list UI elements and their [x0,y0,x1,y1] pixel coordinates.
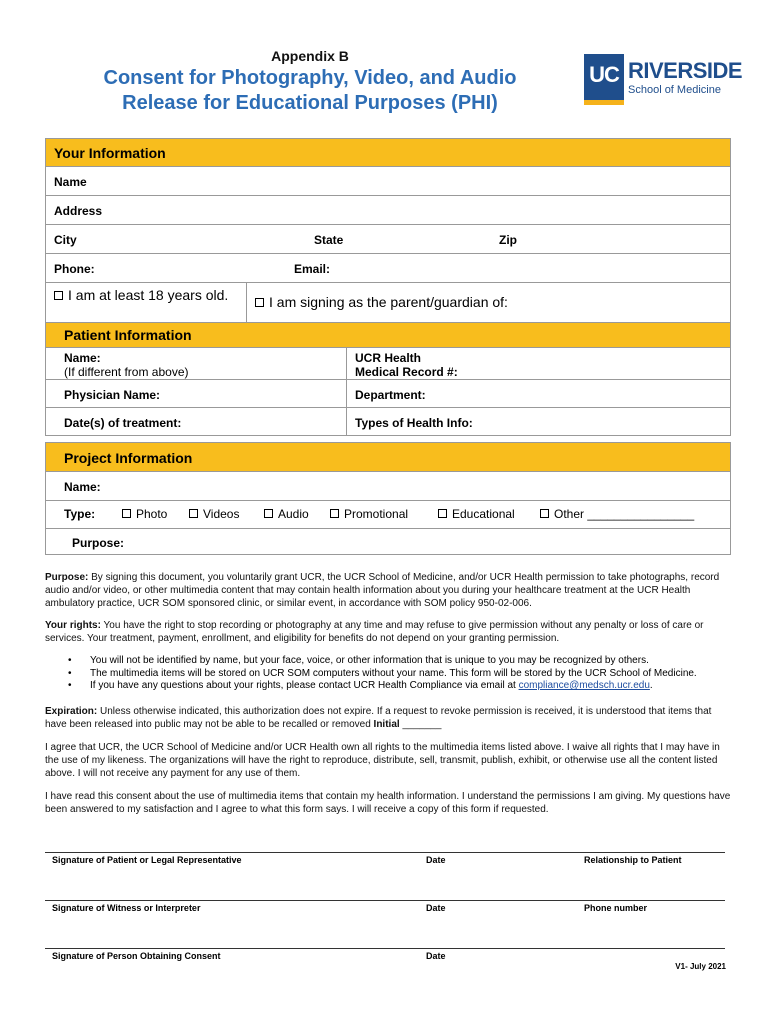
section-project-information: Project Information [45,442,731,472]
project-purpose-label: Purpose: [72,536,125,550]
address-row[interactable] [45,196,731,225]
type-option-videos[interactable] [181,501,247,528]
audio-label: Audio [278,507,309,521]
age-checkbox-label: I am at least 18 years old. [68,287,229,303]
mrn-field[interactable] [346,348,732,379]
city-field[interactable] [46,225,306,253]
list-item: • You will not be identified by name, but your face, voice, or other information that is unique to you may be recognized by others. [68,655,728,668]
phone-number-label: Phone number [584,903,648,913]
other-label: Other ________________ [554,507,695,521]
date-label: Date [426,903,446,913]
title-line-2: Release for Educational Purposes (PHI) [122,92,498,114]
project-type-row [45,501,731,529]
list-item: • The multimedia items will be stored on UCR SOM computers without your name. This form will be stored by the UCR School of Medicine. [68,668,728,681]
section-patient-information: Patient Information [45,323,731,348]
initial-field[interactable]: _______ [399,719,442,730]
version-label: V1- July 2021 [675,962,726,971]
purpose-text: By signing this document, you voluntarily grant UCR, the UCR School of Medicine, and/or UCR Health permission to take photographs, record audio and/or video, or other multimedia content that may contain health information about you during your healthcare treatment at the UCR Health ambulatory practice, UCR SOM sponsored clinic, or similar event, in accordance with SOM policy 950-02-006. [45,572,720,609]
educational-label: Educational [452,507,515,521]
compliance-email-link[interactable]: compliance@medsch.ucr.edu [518,680,650,691]
dates-field[interactable] [56,408,336,435]
zip-field[interactable] [491,225,732,253]
type-option-audio[interactable] [256,501,317,528]
photo-checkbox[interactable] [122,509,131,518]
appendix-label: Appendix B [271,48,349,64]
signature-line-obtainer[interactable] [45,948,725,949]
expiration-text: Unless otherwise indicated, this authorization does not expire. If a request to revoke permission is received, it is understood that items that have been released into public may not be able to be recalled or removed [45,706,712,730]
consent-form-table [45,138,731,555]
health-info-types-field[interactable] [346,408,732,435]
agreement-paragraph: I agree that UCR, the UCR School of Medicine and/or UCR Health own all rights to the multimedia items listed above. I waive all rights that I may have in the use of my likeness. The organizations will have the right to reproduce, distribute, sell, transmit, publish, exhibit, or otherwise use all the content listed above. I will not receive any payment for any use of them. [45,742,720,779]
relationship-label: Relationship to Patient [584,855,682,865]
date-label: Date [426,951,446,961]
state-field[interactable] [306,225,491,253]
promotional-checkbox[interactable] [330,509,339,518]
department-label: Department: [355,388,426,402]
patient-name-field[interactable] [56,348,336,379]
purpose-paragraph [45,571,731,610]
other-checkbox[interactable] [540,509,549,518]
rights-heading: Your rights: [45,620,101,631]
signature-patient-label: Signature of Patient or Legal Representative [52,855,242,865]
email-field[interactable] [286,254,732,282]
age-checkbox[interactable] [54,291,63,300]
zip-label: Zip [499,233,517,247]
logo-school: School of Medicine [628,84,721,96]
health-info-types-label: Types of Health Info: [355,416,473,430]
name-row[interactable] [45,167,731,196]
initial-label: Initial [373,719,400,730]
videos-label: Videos [203,507,240,521]
bullet3-text: If you have any questions about your rights, please contact UCR Health Compliance via email at [90,680,519,691]
audio-checkbox[interactable] [264,509,273,518]
mrn-label-line1: UCR Health [355,351,422,365]
patient-name-row [45,348,731,380]
section-your-information: Your Information [45,138,731,167]
dates-row [45,408,731,436]
patient-name-label: Name: [64,351,101,365]
educational-checkbox[interactable] [438,509,447,518]
project-name-row[interactable] [45,472,731,501]
rights-bullet-list [68,655,728,693]
city-label: City [54,233,77,247]
purpose-heading: Purpose: [45,572,89,583]
email-label: Email: [294,262,331,276]
expiration-paragraph [45,705,731,731]
signature-witness-label: Signature of Witness or Interpreter [52,903,201,913]
title-line-1: Consent for Photography, Video, and Audio [103,67,517,89]
type-option-promotional[interactable] [322,501,416,528]
state-label: State [314,233,344,247]
photo-label: Photo [136,507,168,521]
physician-label: Physician Name: [64,388,161,402]
guardian-checkbox[interactable] [255,298,264,307]
date-label: Date [426,855,446,865]
signature-line-witness[interactable] [45,900,725,901]
mrn-label-line2: Medical Record #: [355,365,458,379]
promotional-label: Promotional [344,507,409,521]
type-option-other[interactable] [532,501,702,528]
signature-line-patient[interactable] [45,852,725,853]
guardian-checkbox-label: I am signing as the parent/guardian of: [269,294,508,310]
phone-email-row [45,254,731,283]
rights-text: You have the right to stop recording or photography at any time and may refuse to give permission without any penalty or loss of care or services. Your treatment, payment, enrollment, and eligibility for benefits do not depend on your granting permission. [45,620,704,644]
rights-paragraph [45,619,731,645]
signature-obtainer-label: Signature of Person Obtaining Consent [52,951,221,961]
bullet3-suffix: . [649,680,653,691]
videos-checkbox[interactable] [189,509,198,518]
phone-label: Phone: [54,262,95,276]
logo-riverside: RIVERSIDE [628,58,743,83]
expiration-heading: Expiration: [45,706,98,717]
project-type-label: Type: [64,507,96,521]
project-purpose-row[interactable] [45,529,731,555]
acknowledgement-paragraph: I have read this consent about the use of multimedia items that contain my health information. I understand the permissions I am giving. My questions have been answered to my satisfaction and I agree to what this form says. I will receive a copy of this form if requested. [45,791,731,815]
physician-field[interactable] [56,380,336,407]
phone-field[interactable] [46,254,286,282]
address-label: Address [54,204,103,218]
project-name-label: Name: [64,480,101,494]
city-state-zip-row [45,225,731,254]
list-item [68,680,728,693]
dates-label: Date(s) of treatment: [64,416,182,430]
department-field[interactable] [346,380,732,407]
type-option-educational[interactable] [430,501,523,528]
guardian-checkbox-field[interactable] [246,283,732,322]
ucr-logo [584,54,743,106]
patient-name-sublabel: (If different from above) [64,365,189,379]
logo-uc-mark: UC [584,54,624,100]
name-label: Name [54,175,87,189]
age-guardian-row [45,283,731,323]
physician-row [45,380,731,408]
age-checkbox-field[interactable] [46,283,246,322]
page-title [0,66,620,116]
type-option-photo[interactable] [114,501,175,528]
